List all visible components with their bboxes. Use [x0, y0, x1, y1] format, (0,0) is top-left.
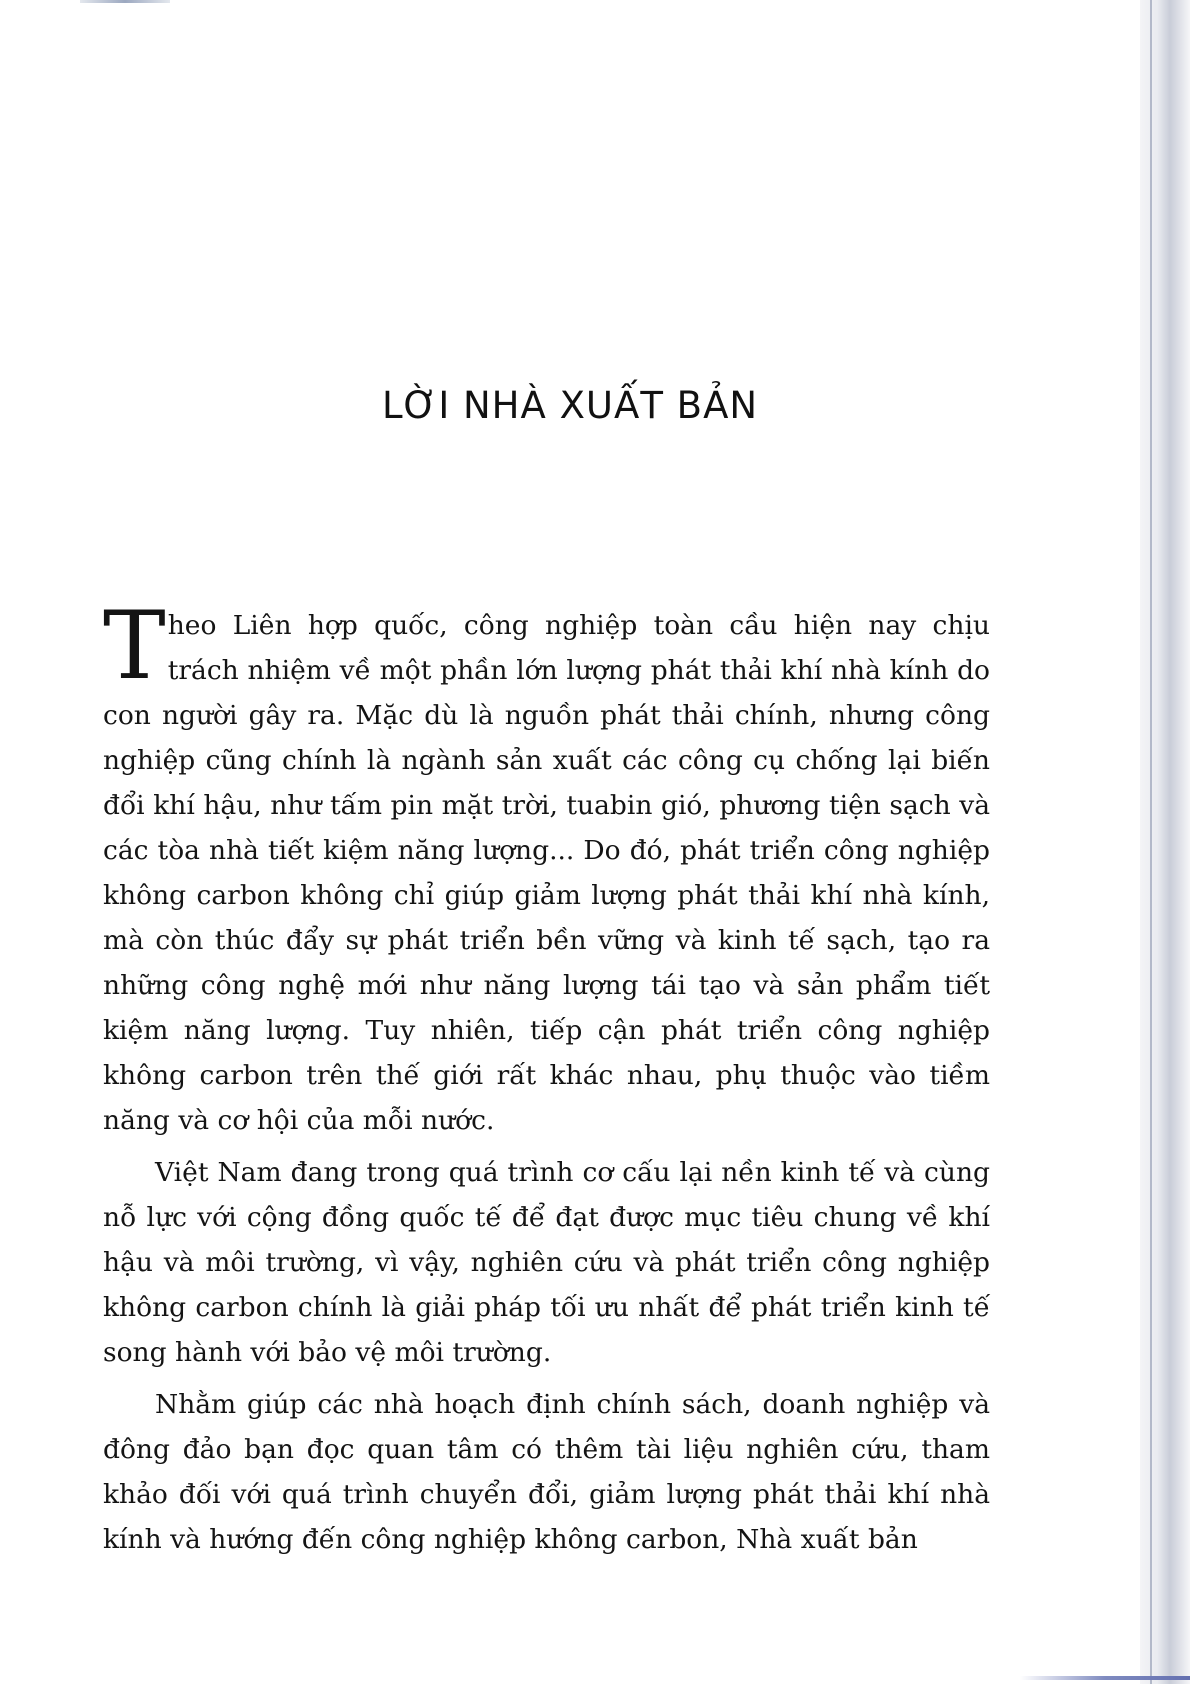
book-page-edge: [1140, 0, 1190, 1684]
book-spine-line: [1150, 0, 1152, 1684]
scan-mark: [80, 0, 170, 3]
paragraph-2: Việt Nam đang trong quá trình cơ cấu lại nền kinh tế và cùng nỗ lực với cộng đồng quốc tế để đạt được mục tiêu chung về khí hậu và môi trường, vì vậy, nghiên cứu và phát triển công nghiệp không carbon chính là giải pháp tối ưu nhất để phát triển kinh tế song hành với bảo vệ môi trường.: [103, 1157, 990, 1368]
paragraph-1: [103, 592, 990, 1143]
drop-cap: T: [103, 592, 166, 701]
scan-edge-strip: [1020, 1676, 1190, 1680]
paragraph-3: Nhằm giúp các nhà hoạch định chính sách, doanh nghiệp và đông đảo bạn đọc quan tâm có thêm tài liệu nghiên cứu, tham khảo đối với quá trình chuyển đổi, giảm lượng phát thải khí nhà kính và hướng đến công nghiệp không carbon, Nhà xuất bản: [103, 1389, 990, 1555]
page-title: LỜI NHÀ XUẤT BẢN: [381, 384, 759, 427]
paragraph-1-text: heo Liên hợp quốc, công nghiệp toàn cầu hiện nay chịu trách nhiệm về một phần lớn lượng phát thải khí nhà kính do con người gây ra. Mặc dù là nguồn phát thải chính, nhưng công nghiệp cũng chính là ngành sản xuất các công cụ chống lại biến đổi khí hậu, như tấm pin mặt trời, tuabin gió, phương tiện sạch và các tòa nhà tiết kiệm năng lượng... Do đó, phát triển công nghiệp không carbon không chỉ giúp giảm lượng phát thải khí nhà kính, mà còn thúc đẩy sự phát triển bền vững và kinh tế sạch, tạo ra những công nghệ mới như năng lượng tái tạo và sản phẩm tiết kiệm năng lượng. Tuy nhiên, tiếp cận phát triển công nghiệp không carbon trên thế giới rất khác nhau, phụ thuộc vào tiềm năng và cơ hội của mỗi nước.: [103, 610, 990, 1136]
body-text: [103, 592, 990, 1569]
